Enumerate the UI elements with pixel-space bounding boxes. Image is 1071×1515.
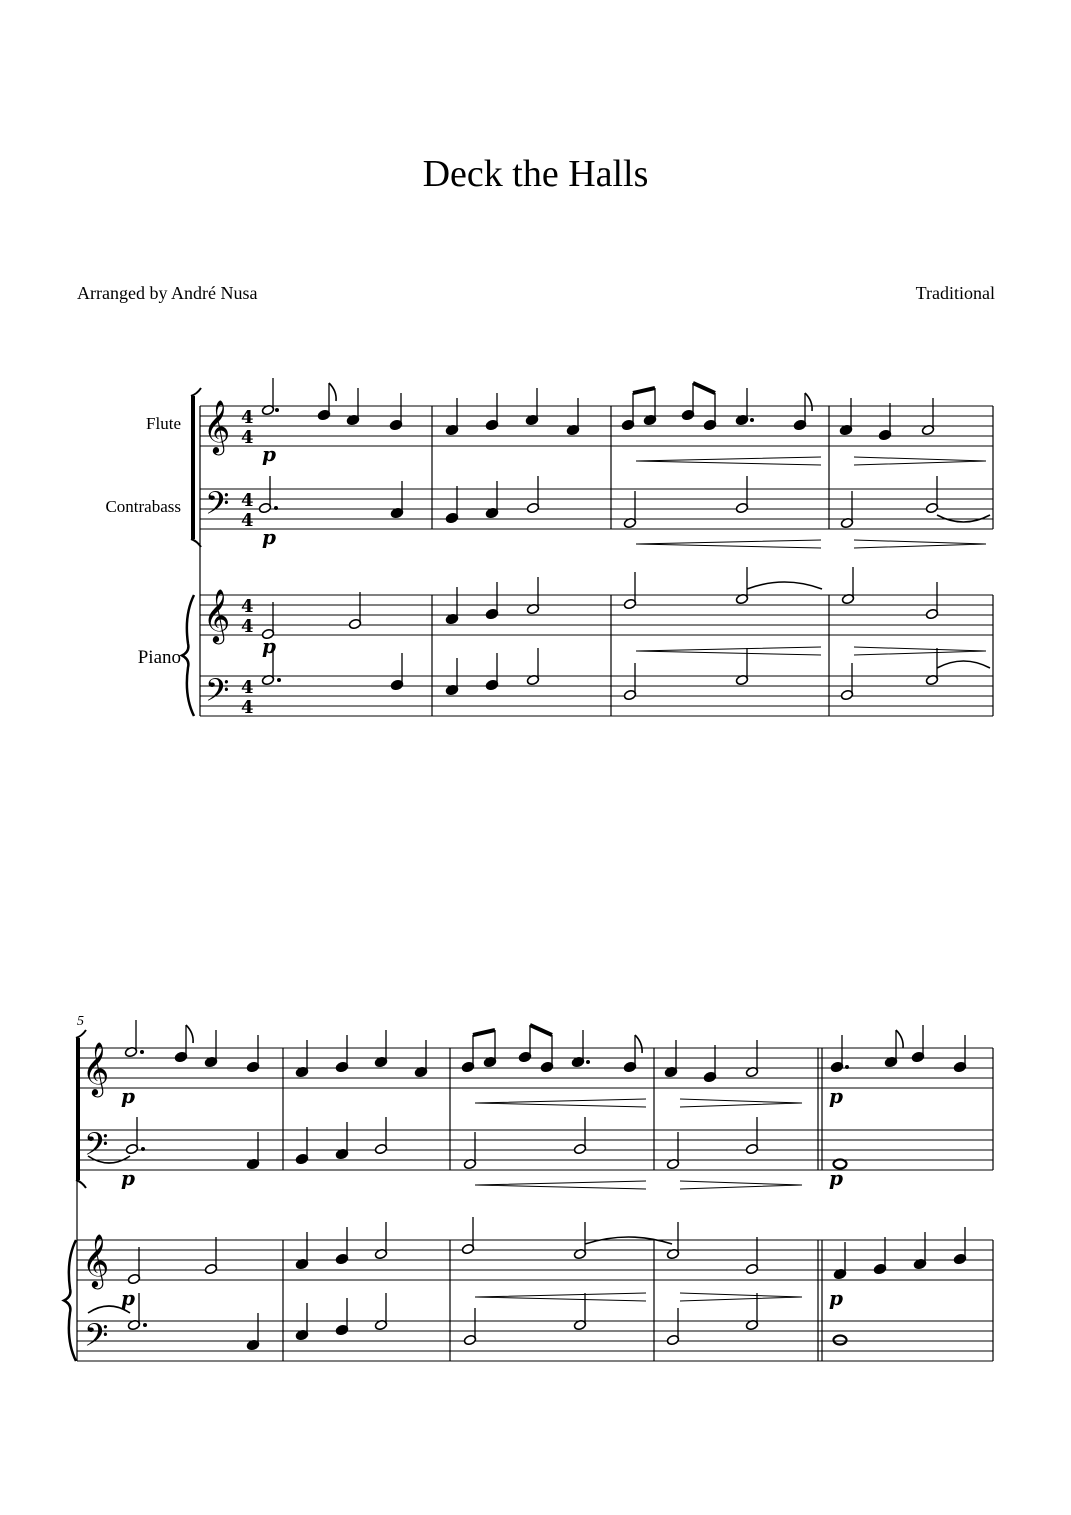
dot [274, 506, 278, 510]
instrument-label-contrabass: Contrabass [105, 497, 181, 516]
decrescendo-hairpin [680, 1293, 802, 1301]
measure-number: 5 [77, 1014, 84, 1029]
bracket-hook [76, 1030, 86, 1038]
dot [277, 678, 281, 682]
decrescendo-hairpin [854, 647, 986, 655]
beam [530, 1025, 552, 1035]
crescendo-hairpin [636, 457, 821, 465]
instrument-label-flute: Flute [146, 414, 181, 433]
time-sig-denominator: 4 [241, 510, 254, 531]
dynamic-piano: p [829, 1166, 843, 1190]
crescendo-hairpin [475, 1293, 646, 1301]
composer-credit: Traditional [915, 283, 995, 303]
dot [143, 1323, 147, 1327]
dynamic-piano: p [121, 1084, 135, 1108]
dynamic-piano: p [262, 525, 276, 549]
decrescendo-hairpin [680, 1181, 802, 1189]
arranger-credit: Arranged by André Nusa [77, 283, 258, 303]
dynamic-piano: p [262, 634, 276, 658]
instrument-label-piano: Piano [137, 647, 181, 668]
tie [937, 661, 990, 668]
time-sig-denominator: 4 [241, 616, 254, 637]
dot [750, 418, 754, 422]
dynamic-piano: p [121, 1286, 135, 1310]
bass-clef-icon: 𝄢 [84, 1126, 109, 1170]
dynamic-piano: p [121, 1166, 135, 1190]
time-sig-denominator: 4 [241, 427, 254, 448]
crescendo-hairpin [636, 540, 821, 548]
piano-brace [64, 1240, 76, 1361]
flag [329, 383, 336, 401]
beam [473, 1030, 495, 1035]
dot [141, 1147, 145, 1151]
tie [747, 582, 822, 589]
crescendo-hairpin [475, 1181, 646, 1189]
decrescendo-hairpin [854, 540, 986, 548]
crescendo-hairpin [636, 647, 821, 655]
bass-clef-icon: 𝄢 [84, 1317, 109, 1361]
flag [896, 1030, 903, 1048]
time-sig-denominator: 4 [241, 697, 254, 718]
piano-brace [182, 595, 194, 716]
flag [186, 1025, 193, 1043]
beam [693, 383, 715, 393]
treble-clef-icon: 𝄞 [203, 399, 231, 453]
time-sig-numerator: 4 [241, 677, 254, 698]
bass-clef-icon: 𝄢 [205, 485, 230, 529]
bass-clef-icon: 𝄢 [205, 672, 230, 716]
dot [275, 408, 279, 412]
flag [805, 393, 812, 411]
decrescendo-hairpin [680, 1099, 802, 1107]
time-sig-numerator: 4 [241, 407, 254, 428]
time-sig-numerator: 4 [241, 596, 254, 617]
decrescendo-hairpin [854, 457, 986, 465]
dynamic-piano: p [829, 1286, 843, 1310]
treble-clef-icon: 𝄞 [82, 1233, 110, 1287]
bracket-hook [191, 388, 201, 396]
page-title: Deck the Halls [422, 153, 649, 195]
dot [845, 1065, 849, 1069]
flag [635, 1035, 642, 1053]
dynamic-piano: p [829, 1084, 843, 1108]
dot [586, 1060, 590, 1064]
dynamic-piano: p [262, 442, 276, 466]
treble-clef-icon: 𝄞 [203, 588, 231, 642]
dot [140, 1050, 144, 1054]
treble-clef-icon: 𝄞 [82, 1041, 110, 1095]
beam [633, 388, 655, 393]
crescendo-hairpin [475, 1099, 646, 1107]
time-sig-numerator: 4 [241, 490, 254, 511]
whole-note [834, 1336, 847, 1345]
